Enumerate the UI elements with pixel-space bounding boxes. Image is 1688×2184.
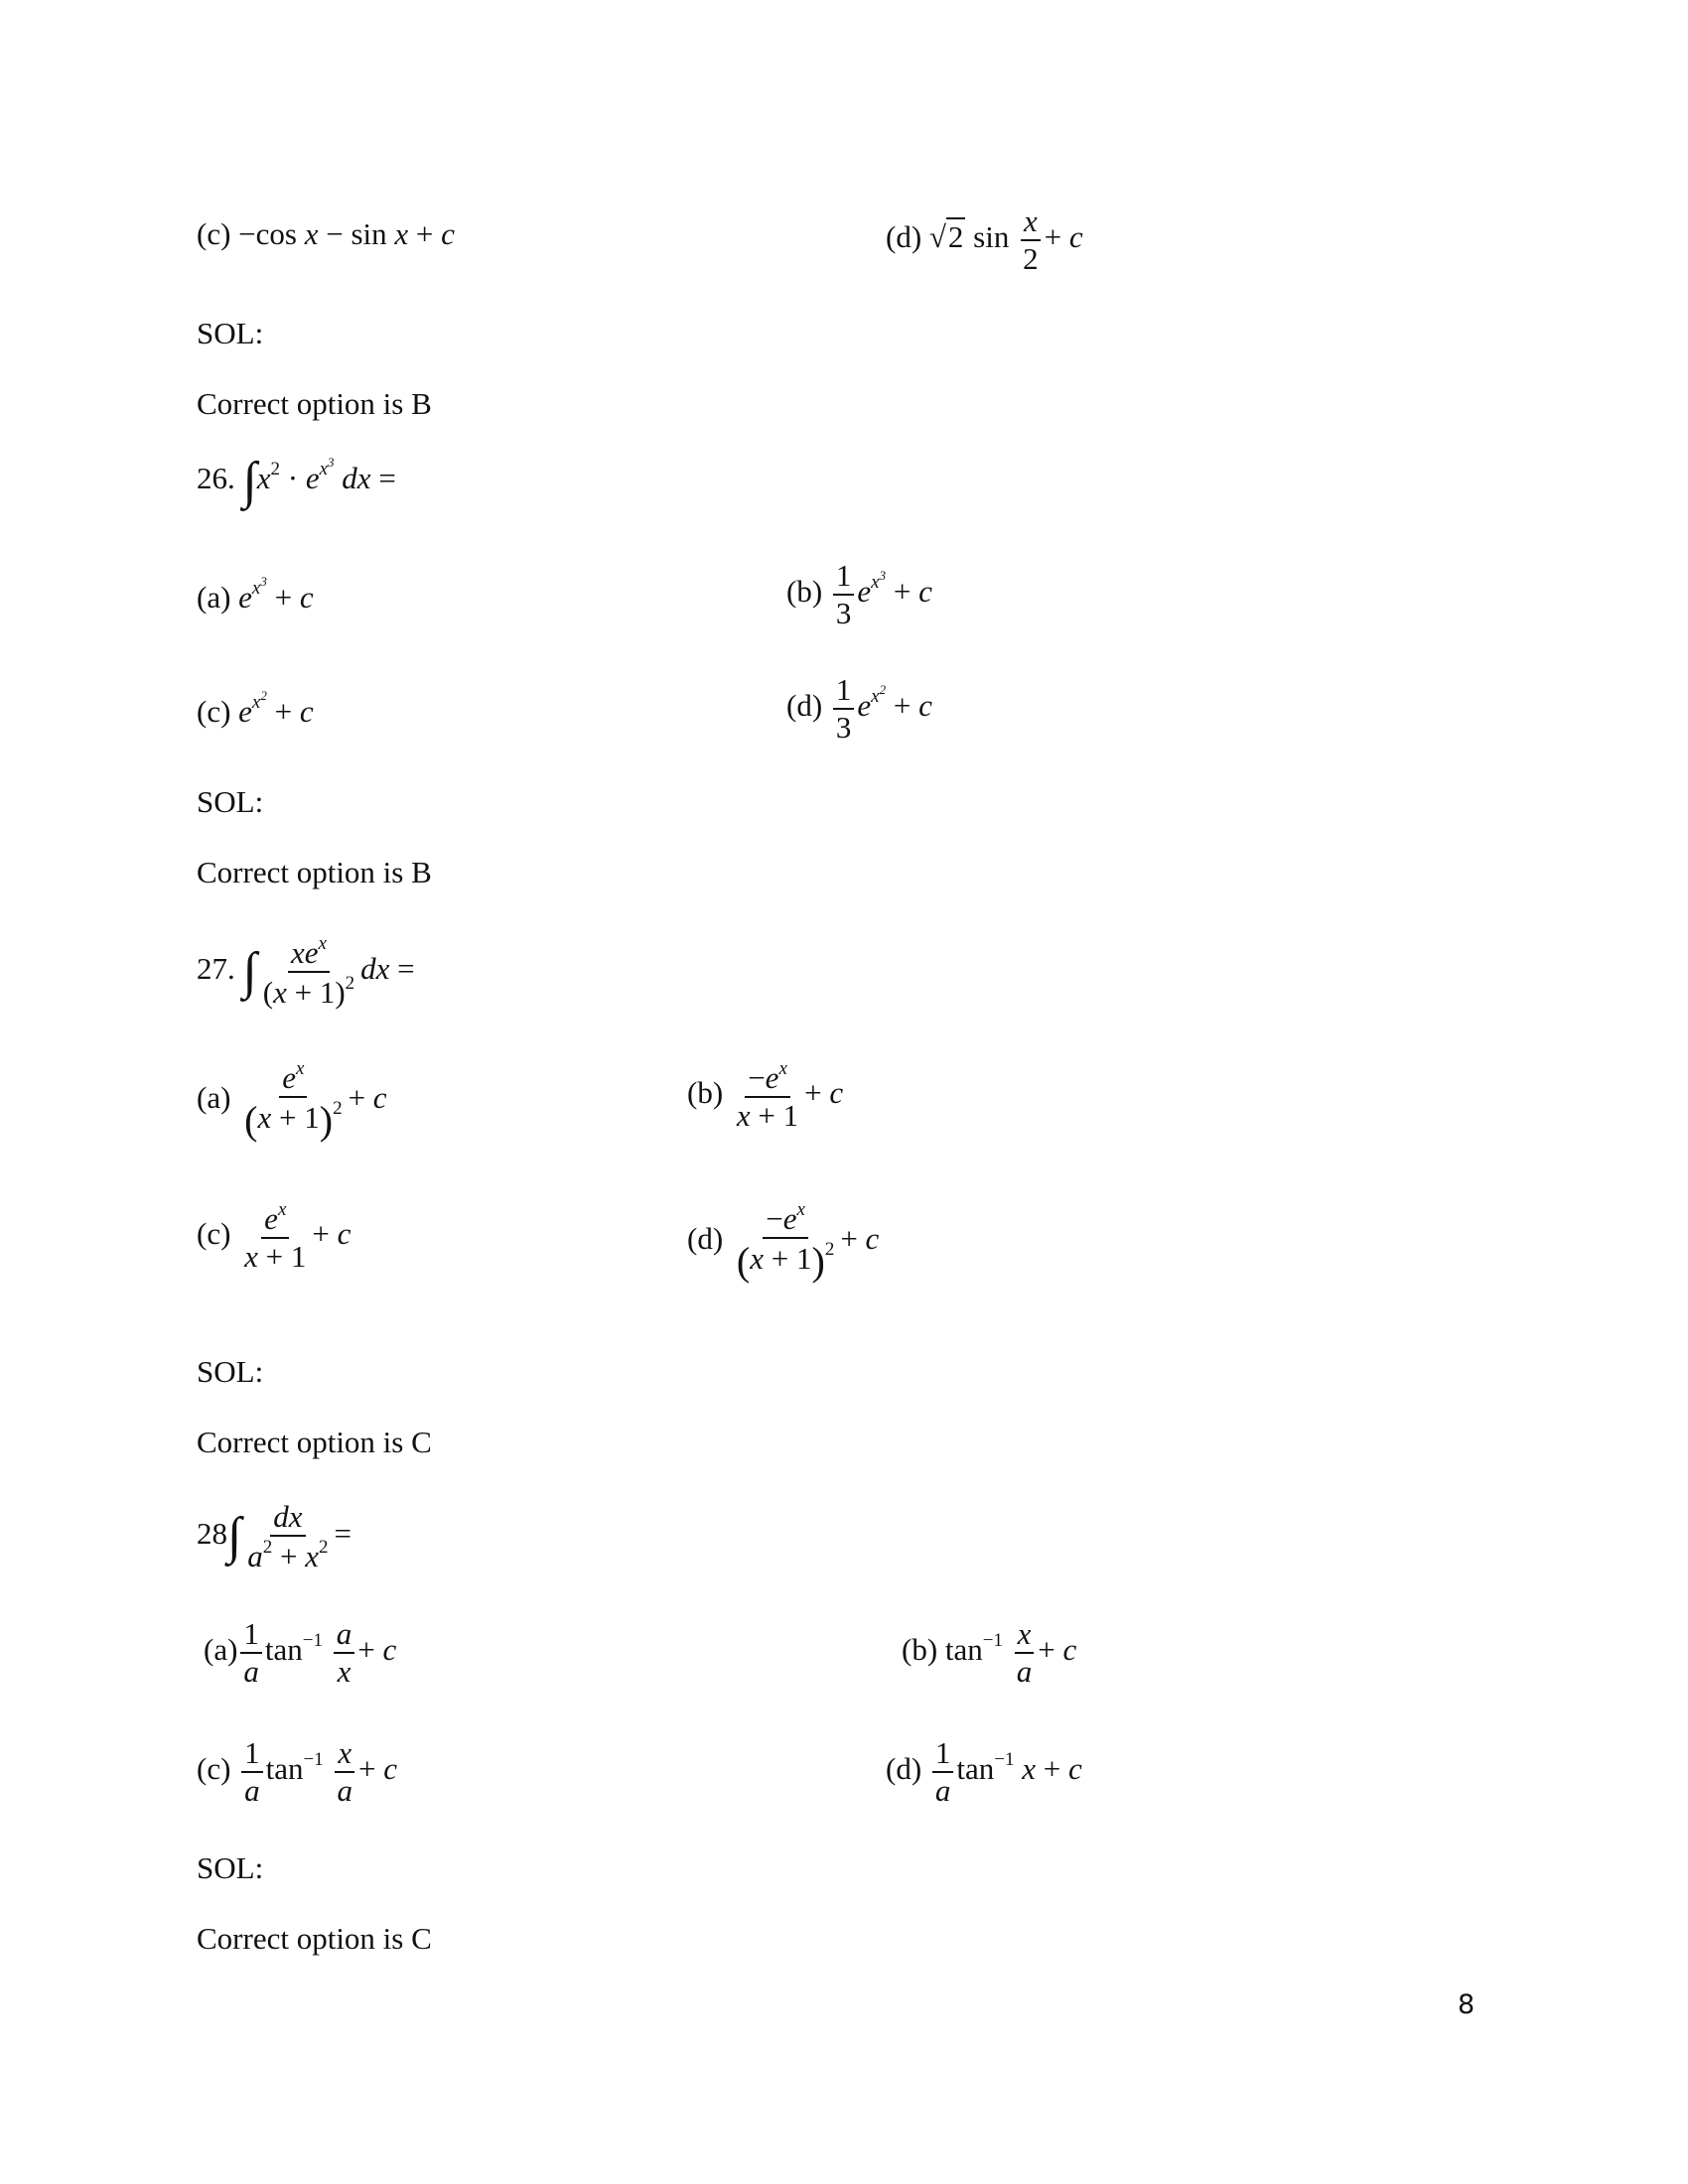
option-expression: $e^{x^3} + c$ xyxy=(238,574,314,614)
option-expression: $\frac{1}{a}$ $\tan^{-1}$ $\frac{x}{a}$ + c xyxy=(238,1751,397,1786)
q27-option-a xyxy=(197,1058,387,1144)
option-expression: $\frac{e^x}{x + 1}$ + c xyxy=(244,1199,352,1274)
option-expression: −cos x − sin x + c xyxy=(238,216,455,251)
option-label: (d) xyxy=(786,687,823,723)
q26-question xyxy=(197,452,396,509)
option-label: (d) xyxy=(886,1750,922,1786)
q27-answer: Correct option is C xyxy=(197,1425,432,1459)
page-number: 8 xyxy=(1458,1989,1476,2020)
q28-answer: Correct option is C xyxy=(197,1921,432,1956)
option-label: (d) xyxy=(687,1220,724,1256)
option-label: (c) xyxy=(197,1750,231,1786)
option-label: (d) xyxy=(886,218,922,254)
q25-sol-label: SOL: xyxy=(197,316,264,350)
option-expression: $e^{x^2} + c$ xyxy=(238,688,314,729)
q28-option-a xyxy=(204,1616,396,1689)
option-expression: √2 sin $\frac{x}{2}$ + c xyxy=(928,204,1083,276)
option-label: (a) xyxy=(197,580,231,614)
q26-option-a xyxy=(197,574,314,615)
option-expression: $\tan^{-1}$ $\frac{x}{a}$ + c xyxy=(944,1616,1077,1689)
option-expression: $\frac{-e^x}{x + 1}$ + c xyxy=(736,1058,844,1133)
q27-option-c xyxy=(197,1199,351,1274)
option-label: (c) xyxy=(197,694,231,729)
option-label: (b) xyxy=(902,1631,938,1667)
q28-option-d xyxy=(886,1735,1082,1808)
option-expression: $\frac{-e^x}{(x + 1)^2}$ + c xyxy=(736,1199,880,1284)
option-expression: $\frac{1}{a}$ $\tan^{-1} x + c$ xyxy=(929,1751,1082,1786)
q26-sol-label: SOL: xyxy=(197,784,264,819)
option-label: (c) xyxy=(197,1215,231,1251)
q27-question xyxy=(197,933,415,1010)
q26-option-b xyxy=(786,558,932,630)
q28-option-c xyxy=(197,1735,397,1808)
q25-answer: Correct option is B xyxy=(197,386,432,421)
q28-question xyxy=(197,1499,352,1573)
question-number: 26. xyxy=(197,461,235,495)
q25-option-d xyxy=(886,204,1083,276)
option-label: (b) xyxy=(786,573,823,609)
question-number: 27. xyxy=(197,950,235,986)
q25-option-c xyxy=(197,216,455,252)
option-expression: $\frac{1}{3}$ $e^{x^3} + c$ xyxy=(830,574,932,609)
q26-answer: Correct option is B xyxy=(197,855,432,889)
q27-option-d xyxy=(687,1199,879,1285)
q26-option-d xyxy=(786,672,932,745)
question-expression: ∫ $\frac{dx}{a^2 + x^2}$ = xyxy=(227,1499,352,1573)
option-label: (c) xyxy=(197,216,231,251)
question-expression: $\int x^2 \cdot e^{x^3}$ dx = xyxy=(242,452,396,509)
question-expression: ∫ $\frac{xe^x}{(x + 1)^2}$ dx = xyxy=(242,933,415,1010)
option-expression: $\frac{1}{3}$ $e^{x^2} + c$ xyxy=(830,688,932,723)
q27-sol-label: SOL: xyxy=(197,1354,264,1389)
option-expression: $\frac{e^x}{(x + 1)^2}$ + c xyxy=(244,1058,387,1143)
q28-option-b xyxy=(902,1616,1076,1689)
option-label: (a) xyxy=(197,1079,231,1115)
option-label: (b) xyxy=(687,1074,724,1110)
q26-option-c xyxy=(197,688,314,730)
q27-option-b xyxy=(687,1058,843,1133)
question-number: 28 xyxy=(197,1515,227,1551)
option-expression: $\frac{1}{a}$ $\tan^{-1}$ $\frac{a}{x}$ + c xyxy=(237,1632,396,1667)
option-label: (a) xyxy=(204,1631,238,1667)
q28-sol-label: SOL: xyxy=(197,1850,264,1885)
